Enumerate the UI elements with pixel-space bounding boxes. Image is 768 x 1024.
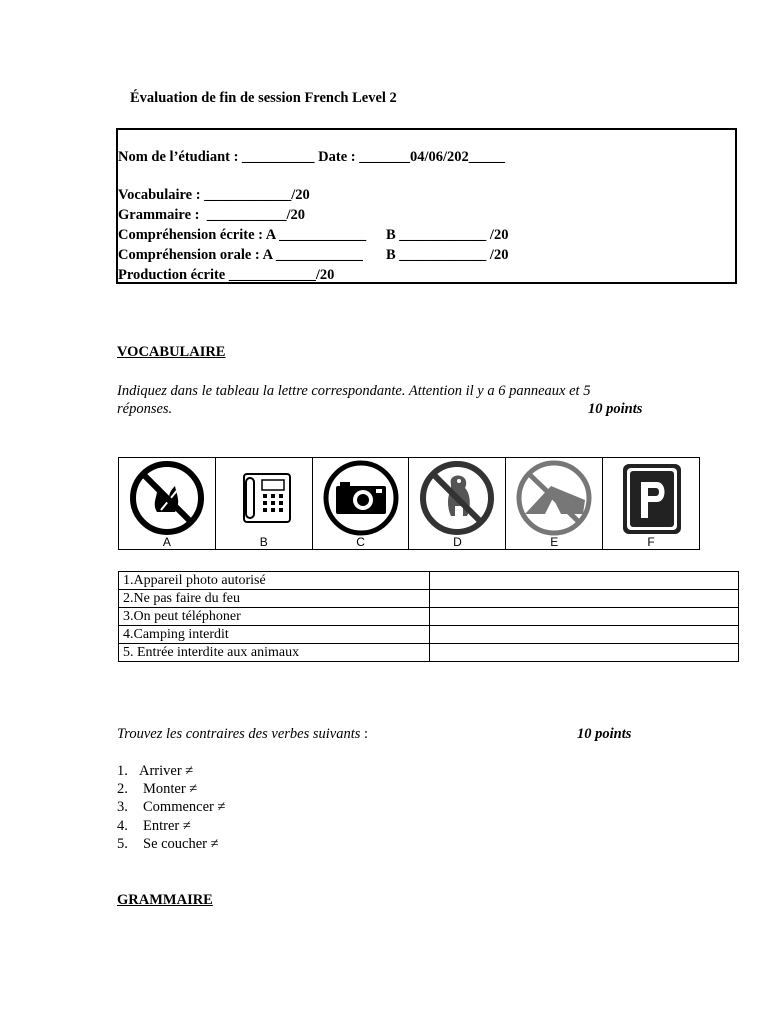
opposites-instruction (117, 726, 368, 743)
camera-icon (314, 460, 408, 536)
answer-cell[interactable] (430, 608, 739, 626)
parking-icon (607, 460, 695, 536)
list-item-number: 4. (117, 818, 128, 834)
telephone-icon (220, 460, 308, 536)
reading-score-a: Compréhension écrite : A ____________ (118, 227, 367, 243)
answer-label: 3.On peut téléphoner (119, 608, 430, 626)
sign-letter: A (162, 535, 171, 549)
answer-cell[interactable] (430, 572, 739, 590)
sign-letter: D (453, 535, 462, 549)
table-row (119, 644, 739, 662)
no-camping-icon (507, 460, 601, 536)
list-item-number: 5. (117, 836, 128, 852)
sign-f (603, 458, 699, 549)
sign-letter: E (550, 535, 559, 549)
listening-score-a: Compréhension orale : A ____________ (118, 247, 363, 263)
sign-c (313, 458, 410, 549)
answer-cell[interactable] (430, 644, 739, 662)
vocabulary-instruction-1: Indiquez dans le tableau la lettre correspondante. Attention il y a 6 panneaux et 5 (117, 383, 591, 399)
writing-score-line: Production écrite ____________/20 (118, 267, 335, 283)
page-title: Évaluation de fin de session French Level 2 (130, 90, 397, 106)
list-item: Monter ≠ (143, 781, 198, 797)
answer-cell[interactable] (430, 626, 739, 644)
sign-a (119, 458, 216, 549)
list-item-number: 2. (117, 781, 128, 797)
reading-score-b: B ____________ /20 (386, 227, 509, 243)
vocabulary-heading: VOCABULAIRE (117, 344, 226, 360)
no-fire-icon (123, 460, 211, 536)
grammar-score-line: Grammaire : ___________/20 (118, 207, 305, 223)
list-item: Arriver ≠ (139, 763, 194, 779)
table-row (119, 572, 739, 590)
sign-letter: B (259, 535, 268, 549)
opposites-colon: : (360, 726, 369, 742)
no-dogs-icon (413, 460, 501, 536)
opposites-instruction-text: Trouvez les contraires des verbes suivants (117, 726, 361, 742)
table-row (119, 608, 739, 626)
list-item-number: 1. (117, 763, 128, 779)
sign-d (409, 458, 506, 549)
sign-letter: C (356, 535, 365, 549)
student-line: Nom de l’étudiant : __________ Date : _______04/06/202_____ (118, 149, 506, 165)
vocabulary-points: 10 points (588, 401, 643, 417)
table-row (119, 590, 739, 608)
list-item: Entrer ≠ (143, 818, 191, 834)
answer-cell[interactable] (430, 590, 739, 608)
answer-label: 4.Camping interdit (119, 626, 430, 644)
sign-e (506, 458, 603, 549)
grammar-heading: GRAMMAIRE (117, 892, 213, 908)
sign-letter: F (647, 535, 655, 549)
vocabulary-instruction-2: réponses. (117, 401, 173, 417)
table-row (119, 626, 739, 644)
sign-b (216, 458, 313, 549)
vocab-score-line: Vocabulaire : ____________/20 (118, 187, 310, 203)
list-item-number: 3. (117, 799, 128, 815)
score-box (116, 128, 737, 284)
listening-score-b: B ____________ /20 (386, 247, 509, 263)
opposites-points: 10 points (577, 726, 632, 742)
list-item: Se coucher ≠ (143, 836, 219, 852)
answers-table (118, 571, 739, 662)
answer-label: 1.Appareil photo autorisé (119, 572, 430, 590)
answer-label: 5. Entrée interdite aux animaux (119, 644, 430, 662)
answer-label: 2.Ne pas faire du feu (119, 590, 430, 608)
signs-strip (118, 457, 700, 550)
list-item: Commencer ≠ (143, 799, 226, 815)
